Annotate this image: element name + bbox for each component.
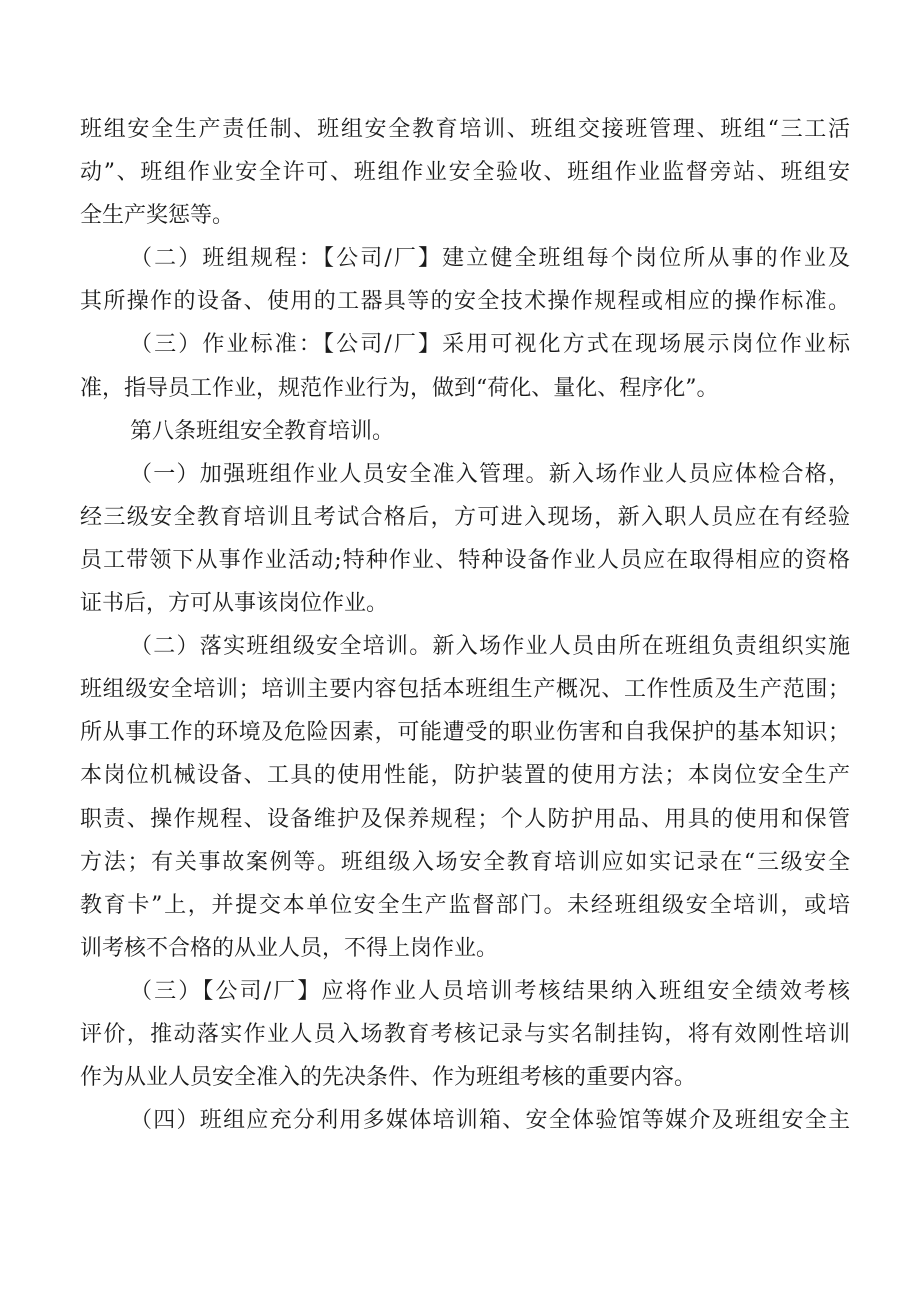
document-body bbox=[80, 108, 850, 1142]
text-line: 方法；有关事故案例等。班组级入场安全教育培训应如实记录在“三级安全 bbox=[80, 849, 850, 875]
text-line: （二）班组规程：【公司/厂】建立健全班组每个岗位所从事的作业及 bbox=[130, 246, 850, 272]
text-line: 评价，推动落实作业人员入场教育考核记录与实名制挂钩，将有效刚性培训 bbox=[80, 1021, 850, 1047]
text-line: 其所操作的设备、使用的工器具等的安全技术操作规程或相应的操作标准。 bbox=[80, 289, 850, 315]
text-line: 作为从业人员安全准入的先决条件、作为班组考核的重要内容。 bbox=[80, 1065, 697, 1091]
text-line: 教育卡”上，并提交本单位安全生产监督部门。未经班组级安全培训，或培 bbox=[80, 892, 850, 918]
text-line: 本岗位机械设备、工具的使用性能，防护装置的使用方法；本岗位安全生产 bbox=[80, 763, 850, 789]
text-line: 班组级安全培训；培训主要内容包括本班组生产概况、工作性质及生产范围； bbox=[80, 677, 850, 703]
text-line: 动”、班组作业安全许可、班组作业安全验收、班组作业监督旁站、班组安 bbox=[80, 160, 850, 186]
text-line: （三）【公司/厂】应将作业人员培训考核结果纳入班组安全绩效考核 bbox=[130, 978, 850, 1004]
text-line: 职责、操作规程、设备维护及保养规程；个人防护用品、用具的使用和保管 bbox=[80, 806, 850, 832]
text-line: 员工带领下从事作业活动;特种作业、特种设备作业人员应在取得相应的资格 bbox=[80, 547, 850, 573]
text-line: 训考核不合格的从业人员，不得上岗作业。 bbox=[80, 935, 499, 961]
text-line: （三）作业标准：【公司/厂】采用可视化方式在现场展示岗位作业标 bbox=[130, 332, 850, 358]
text-line: （四）班组应充分利用多媒体培训箱、安全体验馆等媒介及班组安全主 bbox=[130, 1108, 850, 1134]
text-line: 证书后，方可从事该岗位作业。 bbox=[80, 591, 389, 617]
text-line: 第八条班组安全教育培训。 bbox=[130, 418, 395, 444]
text-line: （二）落实班组级安全培训。新入场作业人员由所在班组负责组织实施 bbox=[130, 634, 850, 660]
text-line: （一）加强班组作业人员安全准入管理。新入场作业人员应体检合格， bbox=[130, 461, 850, 487]
text-line: 经三级安全教育培训且考试合格后，方可进入现场，新入职人员应在有经验 bbox=[80, 504, 850, 530]
text-line: 所从事工作的环境及危险因素，可能遭受的职业伤害和自我保护的基本知识； bbox=[80, 720, 850, 746]
text-line: 班组安全生产责任制、班组安全教育培训、班组交接班管理、班组“三工活 bbox=[80, 117, 850, 142]
text-line: 准，指导员工作业，规范作业行为，做到“荷化、量化、程序化”。 bbox=[80, 375, 719, 401]
text-line: 全生产奖惩等。 bbox=[80, 203, 235, 229]
